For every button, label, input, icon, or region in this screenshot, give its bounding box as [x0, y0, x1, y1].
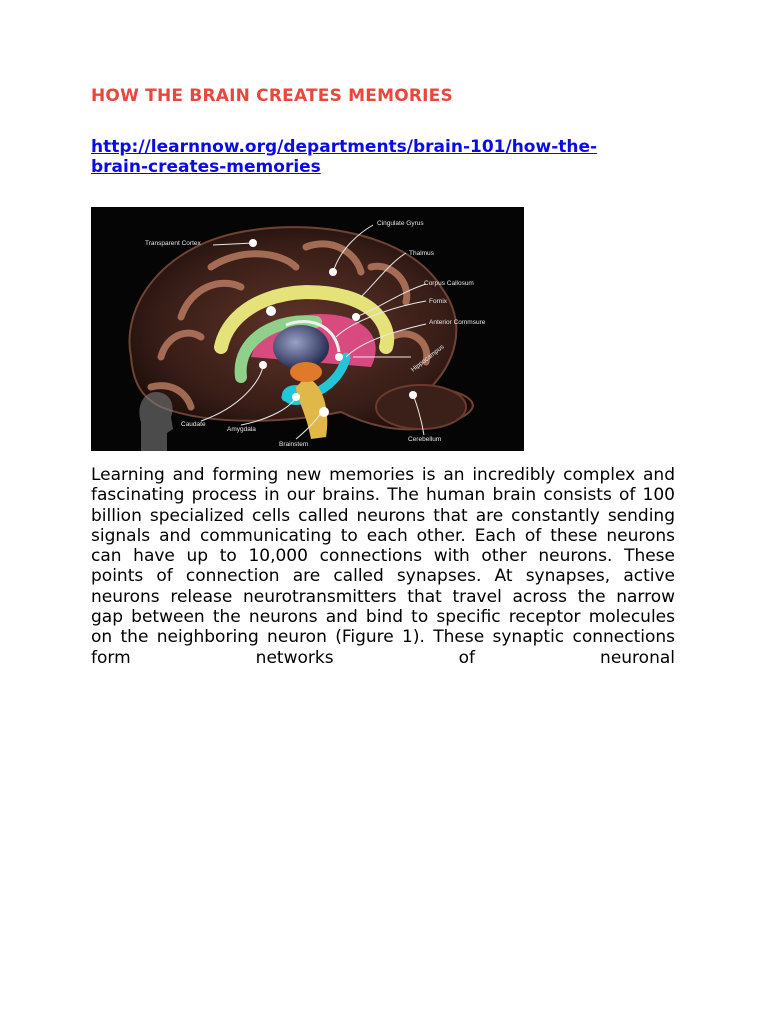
cerebellum-shape — [376, 385, 466, 429]
label-corpus-callosum: Corpus Callosum — [424, 280, 474, 287]
source-link-line-1[interactable]: http://learnnow.org/departments/brain-101/how-the- — [91, 137, 598, 157]
label-transparent-cortex: Transparent Cortex — [145, 240, 201, 247]
label-amygdala: Amygdala — [227, 426, 256, 433]
label-cingulate-gyrus: Cingulate Gyrus — [377, 220, 424, 227]
basal-ganglia-shape — [290, 362, 322, 382]
brain-anatomy-figure — [91, 207, 524, 451]
label-cerebellum: Cerebellum — [408, 436, 442, 443]
source-link[interactable] — [91, 137, 681, 177]
brain-illustration — [91, 207, 524, 451]
label-brainstem: Brainstem — [279, 441, 309, 448]
label-anterior-commissure: Anterior Commsure — [429, 319, 486, 326]
label-hippocampus: Hippocampus — [409, 343, 446, 374]
head-silhouette-icon — [139, 392, 173, 451]
body-paragraph: Learning and forming new memories is an incredibly complex and fascinating process in our brains. The human brain consists of 100 billion specialized cells called neurons that are constantly sending signals and communicating to each other. Each of these neurons can have up to 10,000 connections with other neurons. These points of connection are called synapses. At synapses, active neurons release neurotransmitters that travel across the narrow gap between the neurons and bind to specific receptor molecules on the neighboring neuron (Figure 1). These synaptic connections form networks of neuronal — [91, 465, 675, 668]
label-caudate: Caudate — [181, 421, 206, 428]
label-fornix: Fornix — [429, 298, 448, 305]
thalamus-shape — [273, 325, 329, 369]
source-link-line-2[interactable]: brain-creates-memories — [91, 157, 321, 177]
label-thalamus: Thalmus — [409, 250, 434, 257]
document-title: HOW THE BRAIN CREATES MEMORIES — [91, 86, 453, 106]
